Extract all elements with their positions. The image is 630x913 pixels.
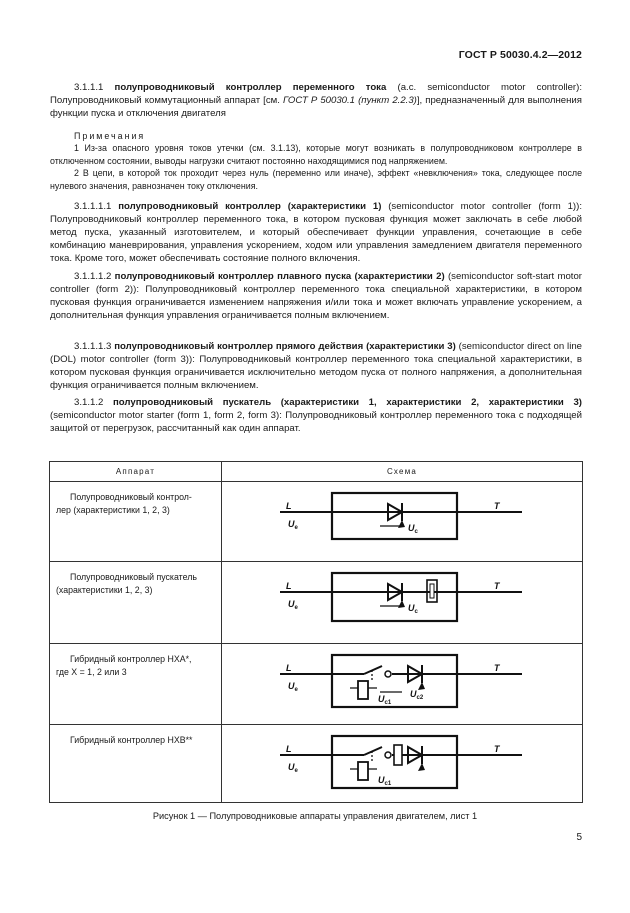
term: полупроводниковый контроллер переменного тока bbox=[114, 82, 387, 93]
label-Ue-sub: e bbox=[294, 687, 298, 693]
table-row bbox=[50, 644, 583, 725]
label-T: T bbox=[494, 581, 500, 591]
svg-text:Uc bbox=[408, 523, 419, 535]
device-name-line1: Полупроводниковый контрол- bbox=[70, 492, 192, 502]
scheme-cell bbox=[222, 562, 583, 644]
term-definition: (semiconductor direct on line (DOL) motor controller (form 3)): Полупроводниковый контроллер переменного тока специальной характеристики, в котором пусковая функция ограничивается исключительно методом пуска от полного напряжения, а дополнительная функция ограничивается полным включением. bbox=[50, 341, 582, 391]
label-Ue: U bbox=[288, 762, 295, 772]
paragraph-3-1-1-1-3 bbox=[50, 341, 582, 393]
label-L: L bbox=[286, 663, 292, 673]
column-header-device: Аппарат bbox=[50, 462, 222, 482]
clause-number: 3.1.1.1.2 bbox=[74, 271, 112, 282]
term-definition-tail: ], предназначенный для выполнения функции пуска и отключения двигателя bbox=[50, 94, 582, 119]
label-Uc1: U bbox=[378, 775, 385, 785]
label-Uc1: U bbox=[378, 694, 385, 704]
table-header-row bbox=[50, 462, 583, 482]
note-1: 1 Из-за опасного уровня токов утечки (см. 3.1.13), которые могут возникать в полупроводниковом контроллере в отключенном состоянии, выводы нагрузки считают постоянно находящимися под напряжением. bbox=[50, 143, 582, 166]
label-Ue-sub: e bbox=[294, 768, 298, 774]
label-L: L bbox=[286, 581, 292, 591]
device-cell bbox=[50, 644, 222, 725]
term-definition: (semiconductor motor starter (form 1, form 2, form 3): Полупроводниковый контроллер переменного тока с подходящей защитой от перегрузок, рассчитанный как один аппарат. bbox=[50, 409, 582, 434]
reference: ГОСТ Р 50030.1 (пункт 2.2.3) bbox=[282, 94, 417, 106]
scheme-semiconductor-controller bbox=[222, 482, 582, 559]
device-name-line1: Гибридный контроллер HXB** bbox=[70, 735, 193, 745]
scheme-semiconductor-starter bbox=[222, 562, 582, 641]
label-Ue: U bbox=[288, 599, 295, 609]
term: полупроводниковый контроллер (характеристики 1) bbox=[118, 201, 382, 212]
svg-text:Ue bbox=[288, 681, 299, 693]
svg-text:Ue bbox=[288, 519, 299, 531]
clause-number: 3.1.1.1 bbox=[74, 82, 104, 93]
term: полупроводниковый контроллер плавного пуска (характеристики 2) bbox=[114, 271, 445, 282]
paragraph-3-1-1-1-1 bbox=[50, 201, 582, 266]
label-L: L bbox=[286, 744, 292, 754]
term: полупроводниковый контроллер прямого действия (характеристики 3) bbox=[114, 341, 456, 352]
label-Uc2: U bbox=[410, 689, 417, 699]
term-definition: (a.c. semiconductor motor controller): Полупроводниковый коммутационный аппарат [см. bbox=[50, 82, 582, 106]
svg-text:Uc1 bbox=[378, 694, 392, 706]
device-cell bbox=[50, 725, 222, 803]
label-Uc2-sub: c2 bbox=[416, 695, 424, 701]
paragraph-3-1-1-2 bbox=[50, 397, 582, 436]
page-number: 5 bbox=[576, 832, 582, 843]
document-header: ГОСТ Р 50030.4.2—2012 bbox=[458, 49, 582, 61]
label-Uc-sub: c bbox=[414, 609, 418, 615]
notes-block bbox=[50, 130, 582, 192]
clause-number: 3.1.1.2 bbox=[74, 397, 104, 408]
table-row bbox=[50, 482, 583, 562]
svg-text:Ue bbox=[288, 599, 299, 611]
clause-number: 3.1.1.1.1 bbox=[74, 201, 112, 212]
device-name-line2: где X = 1, 2 или 3 bbox=[56, 666, 127, 677]
scheme-cell bbox=[222, 482, 583, 562]
label-T: T bbox=[494, 744, 500, 754]
label-Ue: U bbox=[288, 519, 295, 529]
table-row bbox=[50, 725, 583, 803]
svg-text:Uc2 bbox=[410, 689, 424, 701]
label-Uc: U bbox=[408, 603, 415, 613]
label-Uc-sub: c bbox=[414, 529, 418, 535]
device-name-line2: лер (характеристики 1, 2, 3) bbox=[56, 504, 170, 515]
svg-text:Uc bbox=[408, 603, 419, 615]
label-Uc: U bbox=[408, 523, 415, 533]
scheme-hybrid-controller-hxa bbox=[222, 644, 582, 722]
label-Ue: U bbox=[288, 681, 295, 691]
device-cell bbox=[50, 482, 222, 562]
figure-table bbox=[49, 461, 583, 803]
label-Ue-sub: e bbox=[294, 605, 298, 611]
label-Ue-sub: e bbox=[294, 525, 298, 531]
device-cell bbox=[50, 562, 222, 644]
figure-caption: Рисунок 1 — Полупроводниковые аппараты управления двигателем, лист 1 bbox=[152, 811, 478, 821]
term-definition: (semiconductor motor controller (form 1)): Полупроводниковый контроллер переменного тока, в котором пусковая функция может заключать в себе любой метод пуска, указанный изготовителем, и который обеспечивает функции управления, сочетающие в себе комбинацию маневрирования, управления ускорением, ходом или управления замедлением двигателя переменного тока. Кроме того, может обеспечивать состояние полного включения. bbox=[50, 201, 582, 264]
scheme-hybrid-controller-hxb bbox=[222, 725, 582, 800]
paragraph-3-1-1-1 bbox=[50, 82, 582, 121]
device-name-line2: (характеристики 1, 2, 3) bbox=[56, 584, 153, 595]
device-name-line1: Гибридный контроллер HXA*, bbox=[70, 654, 192, 664]
svg-text:Ue bbox=[288, 762, 299, 774]
scheme-cell bbox=[222, 644, 583, 725]
column-header-scheme: Схема bbox=[222, 462, 583, 482]
term-definition: (semiconductor soft-start motor controller (form 2)): Полупроводниковый контроллер переменного тока специальной характеристики, в котором пусковая функция ограничивается изменением напряжения и/или тока и может включать управление ускорением, а дополнительная функция управления ограничивается полным включением. bbox=[50, 271, 582, 321]
clause-number: 3.1.1.1.3 bbox=[74, 341, 112, 352]
scheme-cell bbox=[222, 725, 583, 803]
term: полупроводниковый пускатель (характеристики 1, характеристики 2, характеристики 3) bbox=[113, 397, 582, 408]
label-T: T bbox=[494, 501, 500, 511]
device-name-line1: Полупроводниковый пускатель bbox=[70, 572, 197, 582]
table-row bbox=[50, 562, 583, 644]
notes-title: Примечания bbox=[74, 131, 146, 141]
note-2: 2 В цепи, в которой ток проходит через нуль (переменно или иначе), эффект «невключения» тока, следующее после нулевого значения, равнозначен току отключения. bbox=[50, 168, 582, 191]
label-L: L bbox=[286, 501, 292, 511]
label-Uc1-sub: c1 bbox=[384, 781, 392, 787]
paragraph-3-1-1-1-2 bbox=[50, 271, 582, 323]
label-Uc1-sub: c1 bbox=[384, 700, 392, 706]
svg-text:Uc1 bbox=[378, 775, 392, 787]
label-T: T bbox=[494, 663, 500, 673]
